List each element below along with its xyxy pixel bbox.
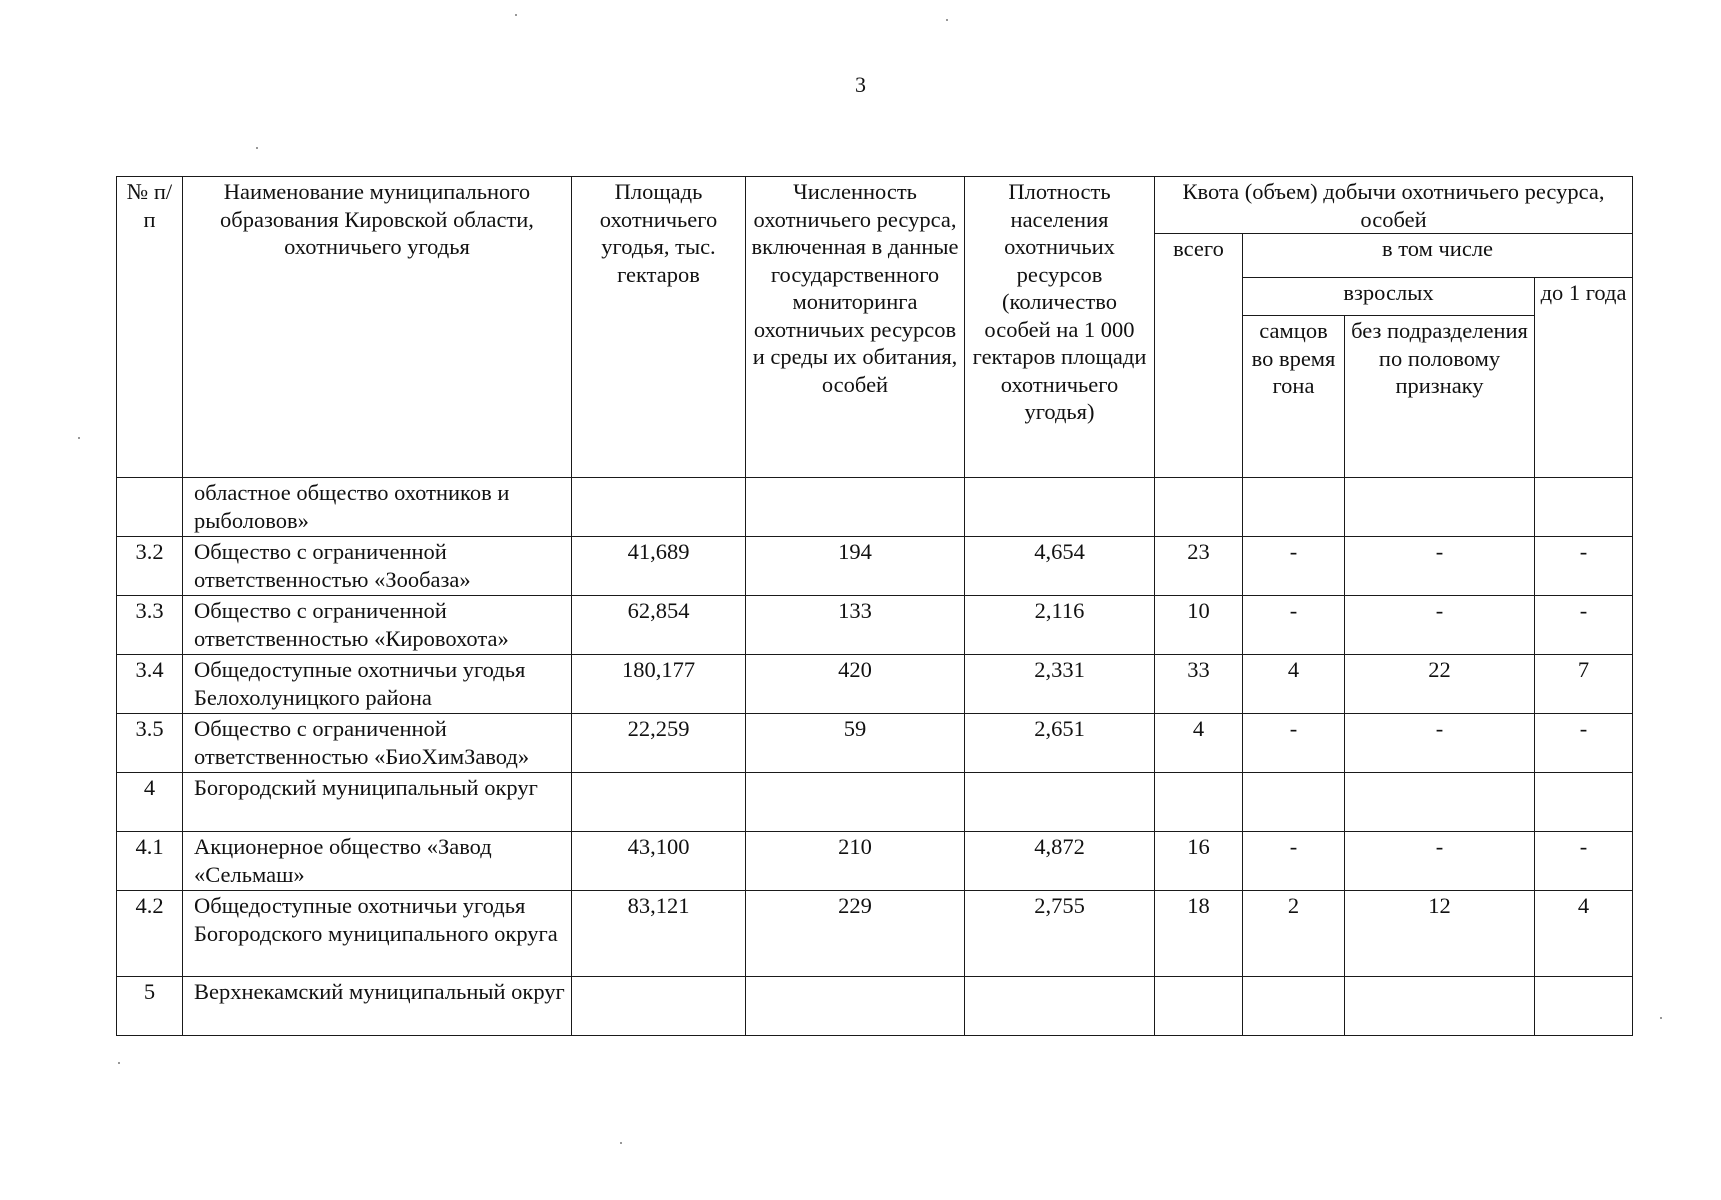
header-including: в том числе [1243, 234, 1633, 278]
table-header [117, 177, 1633, 478]
scan-speck [515, 14, 517, 16]
header-no-sex-division: без подразделения по половому признаку [1345, 316, 1535, 478]
row-males-rut: 2 [1243, 891, 1345, 977]
row-population: 210 [746, 832, 965, 891]
row-under-1-year: - [1535, 832, 1633, 891]
row-density: 2,755 [965, 891, 1155, 977]
row-num: 5 [117, 977, 183, 1036]
row-area: 22,259 [572, 714, 746, 773]
row-area: 43,100 [572, 832, 746, 891]
table-row [117, 537, 1633, 596]
row-area: 62,854 [572, 596, 746, 655]
table-row [117, 891, 1633, 977]
row-area [572, 977, 746, 1036]
row-under-1-year: - [1535, 596, 1633, 655]
row-no-sex-division: - [1345, 832, 1535, 891]
row-population: 194 [746, 537, 965, 596]
row-total: 18 [1155, 891, 1243, 977]
scan-speck [78, 437, 80, 439]
row-num: 3.5 [117, 714, 183, 773]
row-males-rut [1243, 977, 1345, 1036]
row-total [1155, 478, 1243, 537]
header-population: Численность охотничьего ресурса, включенная в данные государственного мониторинга охотничьих ресурсов и среды их обитания, особей [746, 177, 965, 478]
row-population: 59 [746, 714, 965, 773]
row-no-sex-division: 22 [1345, 655, 1535, 714]
row-area [572, 773, 746, 832]
header-quota: Квота (объем) добычи охотничьего ресурса, особей [1155, 177, 1633, 234]
table-row [117, 773, 1633, 832]
row-under-1-year [1535, 478, 1633, 537]
row-num: 3.2 [117, 537, 183, 596]
row-total: 10 [1155, 596, 1243, 655]
row-name: Общество с ограниченной ответственностью «Зообаза» [183, 537, 572, 596]
row-total [1155, 977, 1243, 1036]
row-name: Акционерное общество «Завод «Сельмаш» [183, 832, 572, 891]
table-body [117, 478, 1633, 1036]
row-under-1-year: - [1535, 537, 1633, 596]
row-males-rut: - [1243, 832, 1345, 891]
row-density: 4,872 [965, 832, 1155, 891]
row-total: 4 [1155, 714, 1243, 773]
row-under-1-year: - [1535, 714, 1633, 773]
header-adults: взрослых [1243, 278, 1535, 316]
row-no-sex-division [1345, 977, 1535, 1036]
row-population [746, 977, 965, 1036]
row-density: 2,331 [965, 655, 1155, 714]
row-num [117, 478, 183, 537]
row-name: Общедоступные охотничьи угодья Богородского муниципального округа [183, 891, 572, 977]
table-row [117, 655, 1633, 714]
row-name: Общество с ограниченной ответственностью «БиоХимЗавод» [183, 714, 572, 773]
row-name: Богородский муниципальный округ [183, 773, 572, 832]
table-row [117, 714, 1633, 773]
row-population: 229 [746, 891, 965, 977]
scan-speck [620, 1142, 622, 1144]
row-name: областное общество охотников и рыболовов» [183, 478, 572, 537]
row-total: 33 [1155, 655, 1243, 714]
row-males-rut [1243, 773, 1345, 832]
header-under-1-year: до 1 года [1535, 278, 1633, 478]
row-population: 420 [746, 655, 965, 714]
row-total: 23 [1155, 537, 1243, 596]
table-row [117, 596, 1633, 655]
row-num: 4 [117, 773, 183, 832]
row-males-rut [1243, 478, 1345, 537]
row-population: 133 [746, 596, 965, 655]
row-no-sex-division [1345, 773, 1535, 832]
row-density: 2,651 [965, 714, 1155, 773]
header-name: Наименование муниципального образования Кировской области, охотничьего угодья [183, 177, 572, 478]
row-density [965, 773, 1155, 832]
row-males-rut: 4 [1243, 655, 1345, 714]
row-area: 83,121 [572, 891, 746, 977]
row-num: 4.2 [117, 891, 183, 977]
row-males-rut: - [1243, 596, 1345, 655]
row-name: Общество с ограниченной ответственностью «Кировохота» [183, 596, 572, 655]
scan-speck [256, 147, 258, 149]
header-total: всего [1155, 234, 1243, 478]
row-density [965, 478, 1155, 537]
row-num: 4.1 [117, 832, 183, 891]
row-no-sex-division: - [1345, 714, 1535, 773]
header-males-rut: самцов во время гона [1243, 316, 1345, 478]
row-area: 180,177 [572, 655, 746, 714]
row-population [746, 478, 965, 537]
row-name: Общедоступные охотничьи угодья Белохолуницкого района [183, 655, 572, 714]
row-area: 41,689 [572, 537, 746, 596]
table-row [117, 478, 1633, 537]
page-number: 3 [855, 72, 866, 97]
row-no-sex-division [1345, 478, 1535, 537]
row-under-1-year: 4 [1535, 891, 1633, 977]
row-area [572, 478, 746, 537]
row-num: 3.3 [117, 596, 183, 655]
scan-speck [1660, 1017, 1662, 1019]
table-row [117, 832, 1633, 891]
header-density: Плотность населения охотничьих ресурсов (количество особей на 1 000 гектаров площади охотничьего угодья) [965, 177, 1155, 478]
row-density: 4,654 [965, 537, 1155, 596]
header-area: Площадь охотничьего угодья, тыс. гектаров [572, 177, 746, 478]
scan-speck [118, 1062, 120, 1064]
row-density: 2,116 [965, 596, 1155, 655]
row-num: 3.4 [117, 655, 183, 714]
row-no-sex-division: 12 [1345, 891, 1535, 977]
row-density [965, 977, 1155, 1036]
row-under-1-year [1535, 773, 1633, 832]
table-row [117, 977, 1633, 1036]
row-under-1-year: 7 [1535, 655, 1633, 714]
row-males-rut: - [1243, 714, 1345, 773]
row-no-sex-division: - [1345, 596, 1535, 655]
row-under-1-year [1535, 977, 1633, 1036]
row-name: Верхнекамский муниципальный округ [183, 977, 572, 1036]
quota-table [116, 176, 1633, 1036]
row-no-sex-division: - [1345, 537, 1535, 596]
row-total: 16 [1155, 832, 1243, 891]
row-males-rut: - [1243, 537, 1345, 596]
row-total [1155, 773, 1243, 832]
header-num: № п/п [117, 177, 183, 478]
row-population [746, 773, 965, 832]
scan-speck [946, 19, 948, 21]
